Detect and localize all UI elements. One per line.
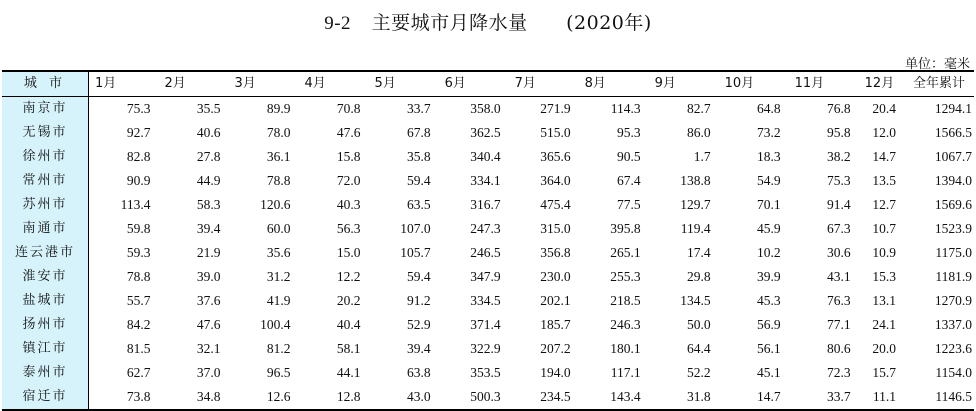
monthly-value-cell: 86.0 <box>687 125 711 140</box>
monthly-value-cell: 60.0 <box>266 221 291 236</box>
city-name: 苏州市 <box>2 193 88 217</box>
monthly-value-cell: 90.5 <box>616 149 641 164</box>
header-month: 12月 <box>864 76 895 91</box>
monthly-value-cell: 64.8 <box>757 101 781 116</box>
monthly-value-cell: 20.2 <box>336 293 361 308</box>
monthly-value-cell: 30.6 <box>827 245 851 260</box>
monthly-value-cell: 40.3 <box>336 197 361 212</box>
monthly-value-cell: 246.3 <box>610 317 641 332</box>
annual-total-cell: 1566.5 <box>934 125 972 140</box>
monthly-value-cell: 12.0 <box>872 125 896 140</box>
monthly-value-cell: 73.2 <box>757 125 781 140</box>
monthly-value-cell: 91.2 <box>406 293 431 308</box>
monthly-value-cell: 39.4 <box>406 341 431 356</box>
annual-total-cell: 1175.0 <box>935 245 972 260</box>
monthly-value-cell: 72.0 <box>336 173 361 188</box>
table-title-text: 主要城市月降水量 <box>371 12 528 34</box>
monthly-value-cell: 246.5 <box>470 245 501 260</box>
monthly-value-cell: 114.3 <box>610 101 641 116</box>
monthly-value-cell: 81.2 <box>266 341 291 356</box>
monthly-value-cell: 358.0 <box>470 101 501 116</box>
city-name: 宿迁市 <box>2 385 88 410</box>
monthly-value-cell: 52.2 <box>687 365 711 380</box>
monthly-value-cell: 77.5 <box>616 197 641 212</box>
table-row <box>2 361 974 385</box>
city-name: 徐州市 <box>2 145 88 169</box>
monthly-value-cell: 67.4 <box>616 173 641 188</box>
header-month: 11月 <box>794 76 825 91</box>
monthly-value-cell: 230.0 <box>540 269 571 284</box>
city-name: 南通市 <box>2 217 88 241</box>
monthly-value-cell: 35.5 <box>196 101 221 116</box>
annual-total-cell: 1154.0 <box>935 365 972 380</box>
city-name: 泰州市 <box>2 361 88 385</box>
monthly-value-cell: 62.7 <box>126 365 151 380</box>
monthly-value-cell: 17.4 <box>687 245 711 260</box>
monthly-value-cell: 10.9 <box>872 245 896 260</box>
monthly-value-cell: 34.8 <box>196 389 221 404</box>
header-row <box>2 71 974 97</box>
precipitation-table <box>2 70 974 411</box>
monthly-value-cell: 47.6 <box>336 125 361 140</box>
annual-total-cell: 1394.0 <box>934 173 972 188</box>
monthly-value-cell: 59.8 <box>126 221 151 236</box>
monthly-value-cell: 13.1 <box>872 293 896 308</box>
monthly-value-cell: 58.3 <box>196 197 221 212</box>
monthly-value-cell: 95.8 <box>827 125 851 140</box>
monthly-value-cell: 70.1 <box>757 197 781 212</box>
monthly-value-cell: 24.1 <box>872 317 896 332</box>
header-month: 3月 <box>234 76 256 91</box>
monthly-value-cell: 120.6 <box>260 197 291 212</box>
monthly-value-cell: 91.4 <box>827 197 851 212</box>
header-month: 10月 <box>724 76 755 91</box>
monthly-value-cell: 33.7 <box>406 101 431 116</box>
monthly-value-cell: 75.3 <box>827 173 851 188</box>
monthly-value-cell: 202.1 <box>540 293 571 308</box>
monthly-value-cell: 59.4 <box>406 173 431 188</box>
monthly-value-cell: 39.4 <box>196 221 221 236</box>
header-month: 2月 <box>164 76 186 91</box>
monthly-value-cell: 45.9 <box>757 221 781 236</box>
annual-total-cell: 1337.0 <box>934 317 972 332</box>
monthly-value-cell: 15.8 <box>336 149 361 164</box>
monthly-value-cell: 47.6 <box>196 317 221 332</box>
monthly-value-cell: 31.8 <box>687 389 711 404</box>
monthly-value-cell: 89.9 <box>266 101 291 116</box>
monthly-value-cell: 36.1 <box>266 149 291 164</box>
monthly-value-cell: 84.2 <box>126 317 151 332</box>
monthly-value-cell: 334.1 <box>470 173 501 188</box>
monthly-value-cell: 63.8 <box>406 365 431 380</box>
monthly-value-cell: 35.8 <box>406 149 431 164</box>
monthly-value-cell: 20.0 <box>872 341 896 356</box>
monthly-value-cell: 75.3 <box>126 101 151 116</box>
monthly-value-cell: 78.0 <box>266 125 291 140</box>
monthly-value-cell: 340.4 <box>470 149 501 164</box>
monthly-value-cell: 371.4 <box>470 317 501 332</box>
monthly-value-cell: 70.8 <box>336 101 361 116</box>
monthly-value-cell: 218.5 <box>610 293 641 308</box>
monthly-value-cell: 143.4 <box>610 389 641 404</box>
monthly-value-cell: 77.1 <box>827 317 851 332</box>
table-year: (2020年) <box>566 12 652 34</box>
header-month: 9月 <box>654 76 676 91</box>
monthly-value-cell: 50.0 <box>687 317 711 332</box>
monthly-value-cell: 255.3 <box>610 269 641 284</box>
monthly-value-cell: 73.8 <box>126 389 151 404</box>
annual-total-cell: 1270.9 <box>934 293 972 308</box>
table-row <box>2 313 974 337</box>
monthly-value-cell: 365.6 <box>540 149 571 164</box>
monthly-value-cell: 347.9 <box>470 269 501 284</box>
monthly-value-cell: 334.5 <box>470 293 501 308</box>
table-row <box>2 241 974 265</box>
city-name: 镇江市 <box>2 337 88 361</box>
city-name: 无锡市 <box>2 121 88 145</box>
header-month: 6月 <box>444 76 466 91</box>
annual-total-cell: 1223.6 <box>934 341 972 356</box>
table-row <box>2 121 974 145</box>
monthly-value-cell: 81.5 <box>126 341 151 356</box>
monthly-value-cell: 96.5 <box>266 365 291 380</box>
table-row <box>2 193 974 217</box>
city-name: 扬州市 <box>2 313 88 337</box>
table-row <box>2 337 974 361</box>
monthly-value-cell: 40.4 <box>336 317 361 332</box>
monthly-value-cell: 44.9 <box>196 173 221 188</box>
monthly-value-cell: 58.1 <box>336 341 361 356</box>
monthly-value-cell: 82.7 <box>687 101 711 116</box>
annual-total-cell: 1067.7 <box>934 149 972 164</box>
table-row <box>2 217 974 241</box>
monthly-value-cell: 194.0 <box>540 365 571 380</box>
monthly-value-cell: 353.5 <box>470 365 501 380</box>
header-month: 1月 <box>94 76 117 91</box>
monthly-value-cell: 54.9 <box>757 173 781 188</box>
monthly-value-cell: 37.0 <box>196 365 221 380</box>
monthly-value-cell: 55.7 <box>126 293 151 308</box>
header-city: 城 市 <box>2 71 88 97</box>
city-name: 盐城市 <box>2 289 88 313</box>
monthly-value-cell: 76.3 <box>827 293 851 308</box>
monthly-value-cell: 33.7 <box>827 389 851 404</box>
annual-total-cell: 1181.9 <box>935 269 972 284</box>
monthly-value-cell: 12.8 <box>336 389 361 404</box>
monthly-value-cell: 207.2 <box>540 341 571 356</box>
table-body <box>2 97 974 411</box>
monthly-value-cell: 107.0 <box>400 221 431 236</box>
header-month: 5月 <box>374 76 396 91</box>
monthly-value-cell: 119.4 <box>680 221 711 236</box>
monthly-value-cell: 80.6 <box>827 341 851 356</box>
monthly-value-cell: 64.4 <box>687 341 711 356</box>
monthly-value-cell: 234.5 <box>540 389 571 404</box>
monthly-value-cell: 56.1 <box>757 341 781 356</box>
page-title <box>0 8 976 35</box>
monthly-value-cell: 72.3 <box>827 365 851 380</box>
monthly-value-cell: 76.8 <box>827 101 851 116</box>
monthly-value-cell: 90.9 <box>126 173 151 188</box>
monthly-value-cell: 41.9 <box>266 293 291 308</box>
monthly-value-cell: 52.9 <box>406 317 431 332</box>
header-month: 4月 <box>304 76 326 91</box>
monthly-value-cell: 39.9 <box>757 269 781 284</box>
annual-total-cell: 1294.1 <box>934 101 972 116</box>
monthly-value-cell: 322.9 <box>470 341 501 356</box>
city-name: 连云港市 <box>2 241 88 265</box>
header-month: 8月 <box>584 76 606 91</box>
monthly-value-cell: 44.1 <box>336 365 361 380</box>
monthly-value-cell: 82.8 <box>126 149 151 164</box>
monthly-value-cell: 10.2 <box>757 245 781 260</box>
monthly-value-cell: 316.7 <box>470 197 501 212</box>
annual-total-cell: 1146.5 <box>935 389 972 404</box>
monthly-value-cell: 271.9 <box>540 101 571 116</box>
monthly-value-cell: 113.4 <box>120 197 151 212</box>
monthly-value-cell: 95.3 <box>616 125 641 140</box>
monthly-value-cell: 134.5 <box>680 293 711 308</box>
monthly-value-cell: 11.1 <box>872 389 896 404</box>
monthly-value-cell: 45.3 <box>757 293 781 308</box>
table-row <box>2 145 974 169</box>
monthly-value-cell: 14.7 <box>872 149 896 164</box>
monthly-value-cell: 15.0 <box>336 245 361 260</box>
monthly-value-cell: 59.3 <box>126 245 151 260</box>
monthly-value-cell: 15.7 <box>872 365 896 380</box>
monthly-value-cell: 12.6 <box>266 389 291 404</box>
monthly-value-cell: 27.8 <box>196 149 221 164</box>
monthly-value-cell: 31.2 <box>266 269 291 284</box>
monthly-value-cell: 32.1 <box>196 341 221 356</box>
monthly-value-cell: 59.4 <box>406 269 431 284</box>
monthly-value-cell: 395.8 <box>610 221 641 236</box>
monthly-value-cell: 29.8 <box>687 269 711 284</box>
monthly-value-cell: 18.3 <box>757 149 781 164</box>
city-name: 淮安市 <box>2 265 88 289</box>
table-row <box>2 385 974 410</box>
monthly-value-cell: 362.5 <box>470 125 501 140</box>
monthly-value-cell: 67.8 <box>406 125 431 140</box>
monthly-value-cell: 315.0 <box>540 221 571 236</box>
monthly-value-cell: 43.0 <box>406 389 431 404</box>
monthly-value-cell: 138.8 <box>680 173 711 188</box>
table-row <box>2 289 974 313</box>
monthly-value-cell: 40.6 <box>196 125 221 140</box>
unit-label: 单位：毫米 <box>904 57 970 72</box>
annual-total-cell: 1523.9 <box>934 221 972 236</box>
monthly-value-cell: 12.2 <box>336 269 361 284</box>
monthly-value-cell: 10.7 <box>872 221 896 236</box>
city-name: 常州市 <box>2 169 88 193</box>
monthly-value-cell: 265.1 <box>610 245 641 260</box>
monthly-value-cell: 1.7 <box>693 149 711 164</box>
monthly-value-cell: 78.8 <box>266 173 291 188</box>
monthly-value-cell: 63.5 <box>406 197 431 212</box>
monthly-value-cell: 56.3 <box>336 221 361 236</box>
monthly-value-cell: 35.6 <box>266 245 291 260</box>
monthly-value-cell: 43.1 <box>827 269 851 284</box>
monthly-value-cell: 117.1 <box>610 365 641 380</box>
monthly-value-cell: 92.7 <box>126 125 151 140</box>
header-annual-total: 全年累计 <box>912 76 965 91</box>
monthly-value-cell: 180.1 <box>610 341 641 356</box>
header-month: 7月 <box>514 76 536 91</box>
monthly-value-cell: 45.1 <box>757 365 781 380</box>
monthly-value-cell: 364.0 <box>540 173 571 188</box>
table-row <box>2 265 974 289</box>
table-row <box>2 169 974 193</box>
monthly-value-cell: 475.4 <box>540 197 571 212</box>
monthly-value-cell: 247.3 <box>470 221 501 236</box>
city-name: 南京市 <box>2 97 88 122</box>
monthly-value-cell: 500.3 <box>470 389 501 404</box>
monthly-value-cell: 12.7 <box>872 197 896 212</box>
monthly-value-cell: 356.8 <box>540 245 571 260</box>
monthly-value-cell: 185.7 <box>540 317 571 332</box>
monthly-value-cell: 38.2 <box>827 149 851 164</box>
monthly-value-cell: 67.3 <box>827 221 851 236</box>
table-row <box>2 97 974 122</box>
monthly-value-cell: 515.0 <box>540 125 571 140</box>
monthly-value-cell: 78.8 <box>126 269 151 284</box>
table-number: 9-2 <box>324 13 352 34</box>
monthly-value-cell: 129.7 <box>680 197 711 212</box>
monthly-value-cell: 15.3 <box>872 269 896 284</box>
monthly-value-cell: 39.0 <box>196 269 221 284</box>
annual-total-cell: 1569.6 <box>934 197 972 212</box>
monthly-value-cell: 13.5 <box>872 173 896 188</box>
monthly-value-cell: 21.9 <box>196 245 221 260</box>
monthly-value-cell: 37.6 <box>196 293 221 308</box>
monthly-value-cell: 56.9 <box>757 317 781 332</box>
monthly-value-cell: 20.4 <box>872 101 896 116</box>
monthly-value-cell: 14.7 <box>757 389 781 404</box>
monthly-value-cell: 105.7 <box>400 245 431 260</box>
monthly-value-cell: 100.4 <box>260 317 291 332</box>
